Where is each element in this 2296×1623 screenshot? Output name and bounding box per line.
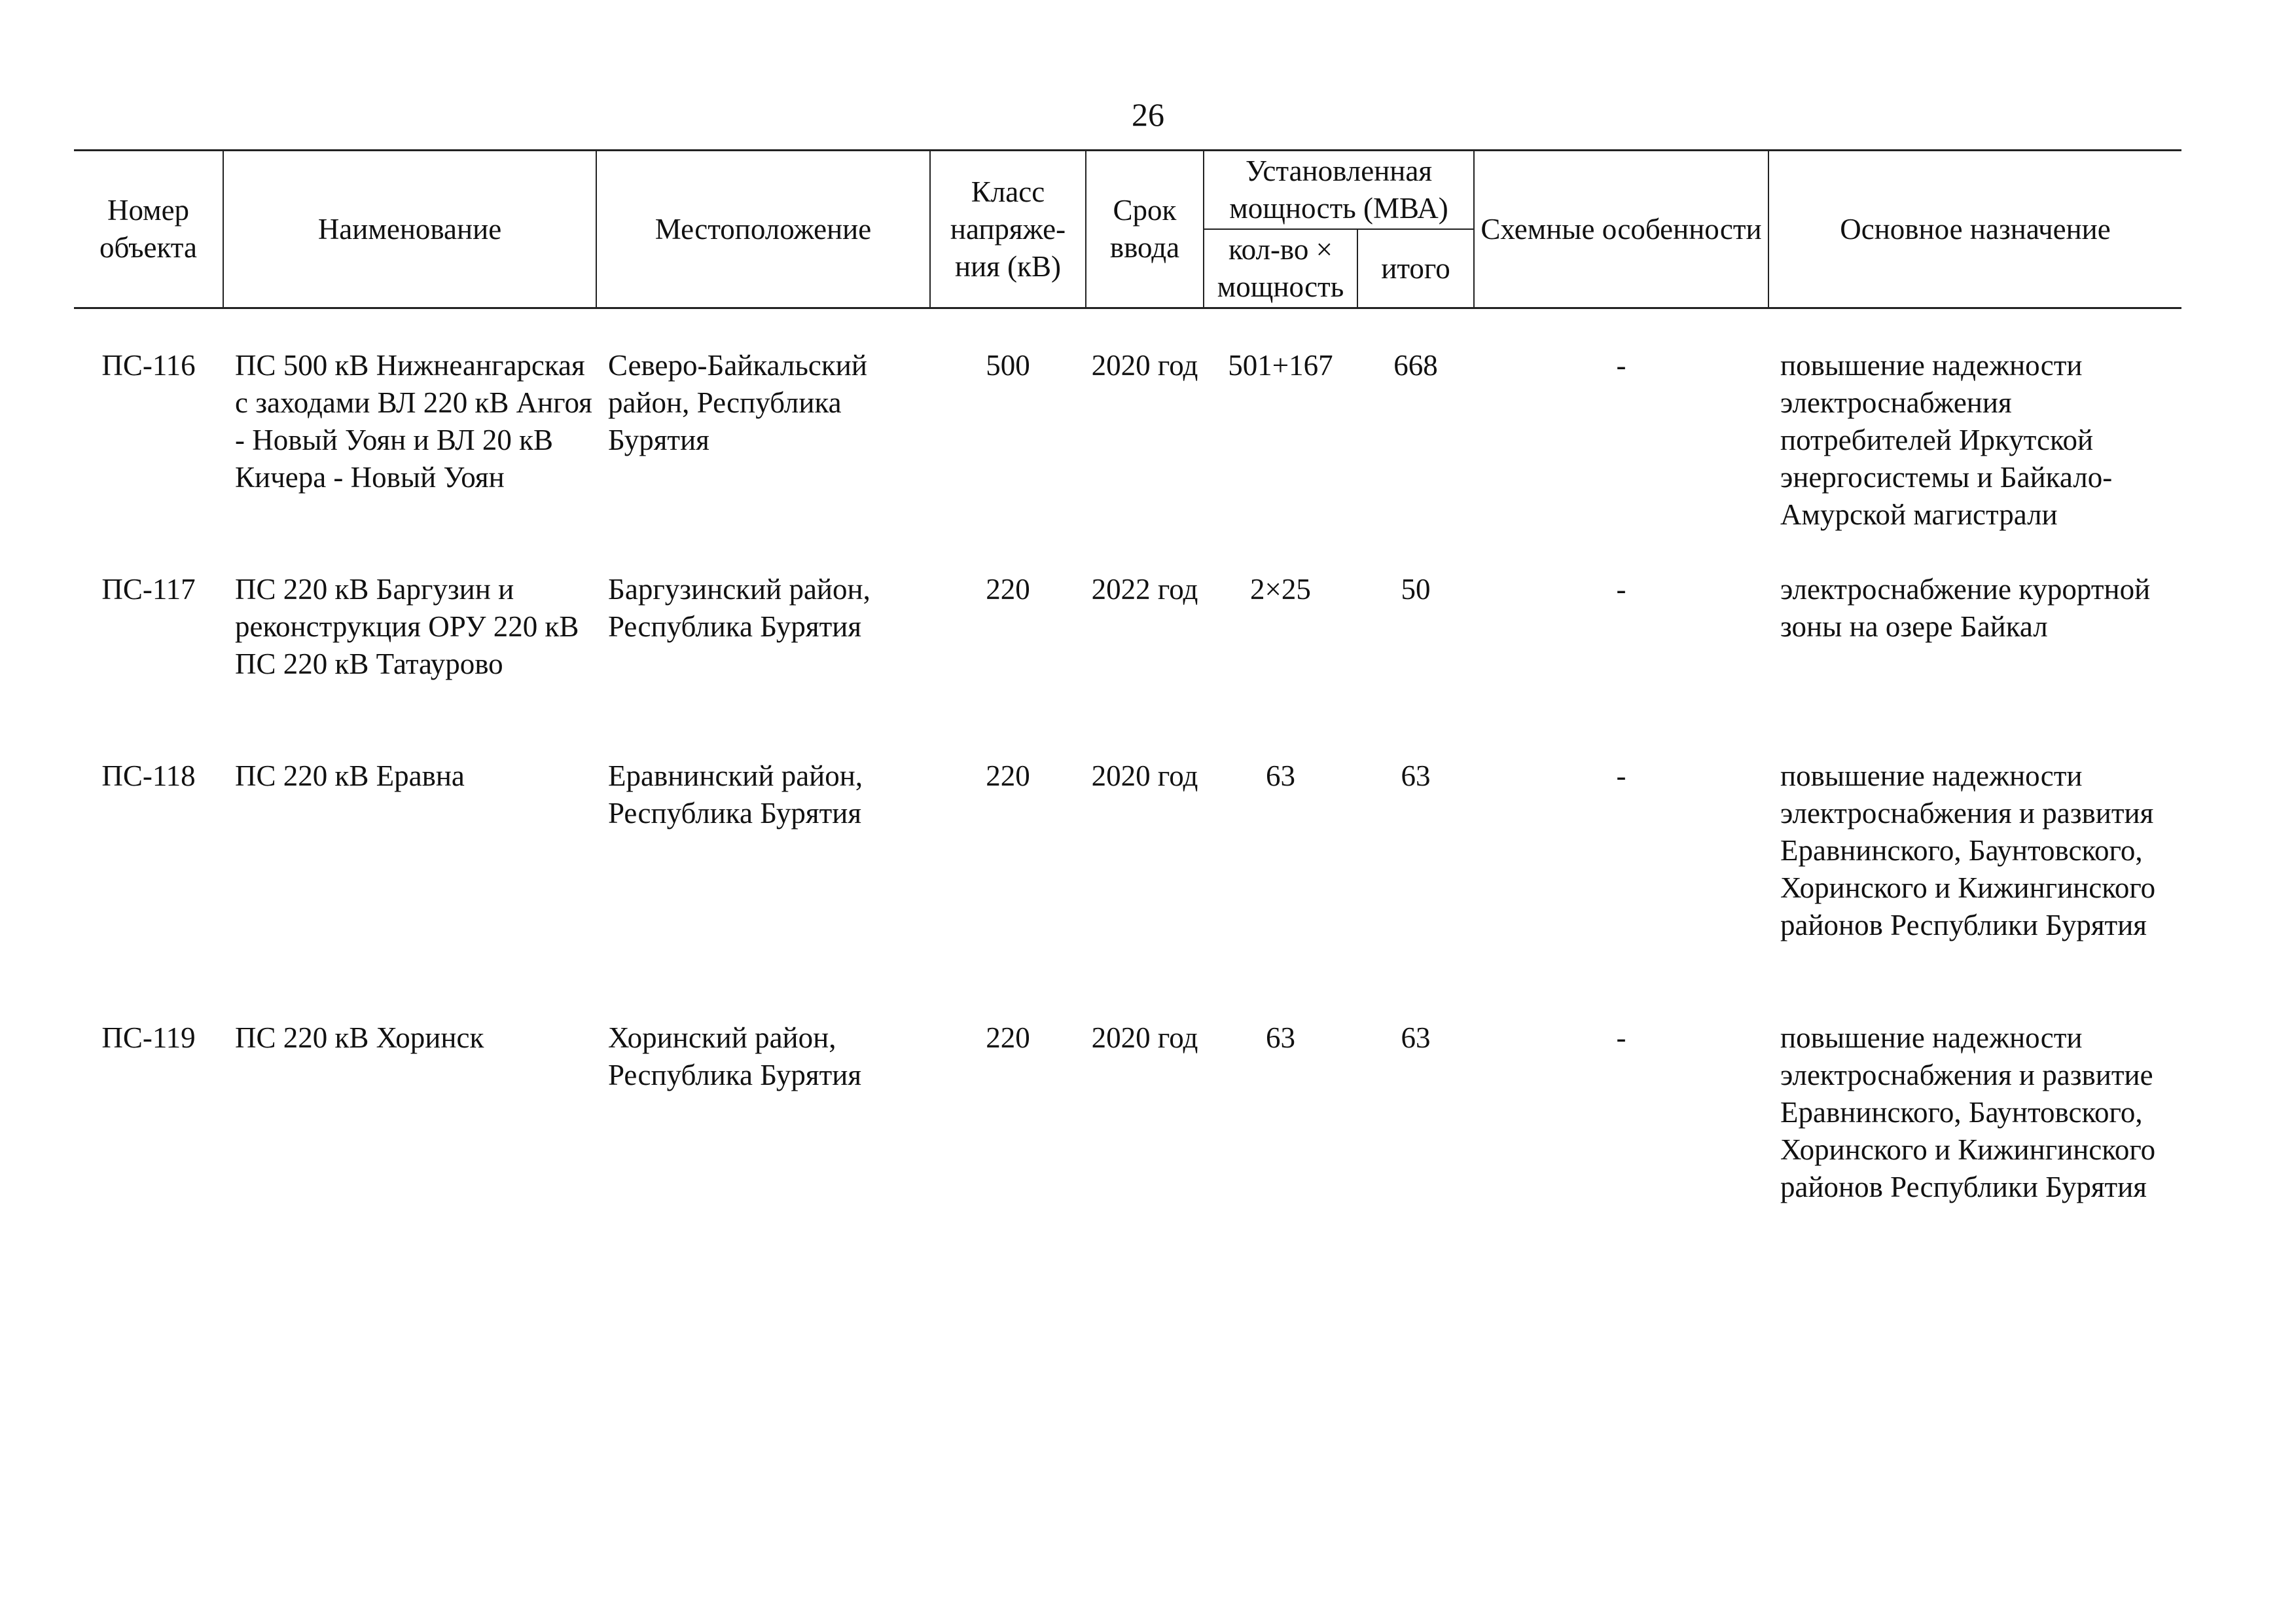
header-capacity-qty: кол-во × мощность xyxy=(1204,229,1357,308)
cell-location: Северо-Байкальский район, Республика Бурятия xyxy=(608,349,867,456)
cell-year: 2022 год xyxy=(1091,573,1198,606)
cell-capacity-qty: 501+167 xyxy=(1228,349,1333,382)
cell-name: ПС 220 кВ Баргузин и реконструкция ОРУ 220 кВ ПС 220 кВ Татаурово xyxy=(235,573,579,680)
cell-purpose: повышение надежности электроснабжения и развитие Еравнинского, Баунтовского, Хоринского и Кижингинского районов Республики Бурятия xyxy=(1780,1021,2156,1203)
cell-purpose: повышение надежности электроснабжения и развития Еравнинского, Баунтовского, Хоринского и Кижингинского районов Республики Бурятия xyxy=(1780,759,2156,941)
cell-number: ПС-118 xyxy=(101,759,196,792)
header-location: Местоположение xyxy=(596,151,930,308)
cell-voltage: 500 xyxy=(986,349,1030,382)
cell-year: 2020 год xyxy=(1091,1021,1198,1054)
cell-capacity-total: 63 xyxy=(1401,1021,1431,1054)
cell-scheme: - xyxy=(1616,759,1626,792)
cell-capacity-qty: 2×25 xyxy=(1250,573,1311,606)
cell-location: Еравнинский район, Республика Бурятия xyxy=(608,759,863,830)
header-voltage: Класс напряже-ния (кВ) xyxy=(930,151,1086,308)
cell-scheme: - xyxy=(1616,573,1626,606)
table-header xyxy=(74,151,2181,308)
cell-name: ПС 500 кВ Нижнеангарская с заходами ВЛ 220 кВ Ангоя - Новый Уоян и ВЛ 20 кВ Кичера - Новый Уоян xyxy=(235,349,592,494)
cell-year: 2020 год xyxy=(1091,759,1198,792)
header-year: Срок ввода xyxy=(1086,151,1204,308)
table-row xyxy=(74,347,2181,571)
cell-number: ПС-119 xyxy=(101,1021,196,1054)
table-body xyxy=(74,308,2181,1244)
cell-name: ПС 220 кВ Хоринск xyxy=(235,1021,484,1054)
cell-purpose: повышение надежности электроснабжения потребителей Иркутской энергосистемы и Байкало-Амурской магистрали xyxy=(1780,349,2113,531)
header-scheme: Схемные особенности xyxy=(1474,151,1768,308)
cell-scheme: - xyxy=(1616,349,1626,382)
cell-capacity-qty: 63 xyxy=(1266,759,1295,792)
table-row xyxy=(74,757,2181,1019)
cell-scheme: - xyxy=(1616,1021,1626,1054)
cell-number: ПС-116 xyxy=(101,349,196,382)
cell-capacity-total: 50 xyxy=(1401,573,1431,606)
cell-voltage: 220 xyxy=(986,759,1030,792)
cell-capacity-qty: 63 xyxy=(1266,1021,1295,1054)
cell-capacity-total: 63 xyxy=(1401,759,1431,792)
table-row xyxy=(74,1019,2181,1243)
cell-capacity-total: 668 xyxy=(1393,349,1438,382)
cell-voltage: 220 xyxy=(986,573,1030,606)
cell-location: Баргузинский район, Республика Бурятия xyxy=(608,573,870,643)
header-purpose: Основное назначение xyxy=(1768,151,2181,308)
header-capacity-group: Установленная мощность (МВА) xyxy=(1204,151,1474,230)
page-number: 26 xyxy=(1132,96,1164,133)
cell-purpose: электроснабжение курортной зоны на озере Байкал xyxy=(1780,573,2151,643)
cell-name: ПС 220 кВ Еравна xyxy=(235,759,465,792)
cell-number: ПС-117 xyxy=(101,573,196,606)
cell-location: Хоринский район, Республика Бурятия xyxy=(608,1021,862,1091)
table-row xyxy=(74,571,2181,757)
cell-year: 2020 год xyxy=(1091,349,1198,382)
header-name: Наименование xyxy=(223,151,596,308)
cell-voltage: 220 xyxy=(986,1021,1030,1054)
header-capacity-total: итого xyxy=(1357,229,1474,308)
header-number: Номер объекта xyxy=(74,151,223,308)
substations-table xyxy=(74,149,2181,1243)
